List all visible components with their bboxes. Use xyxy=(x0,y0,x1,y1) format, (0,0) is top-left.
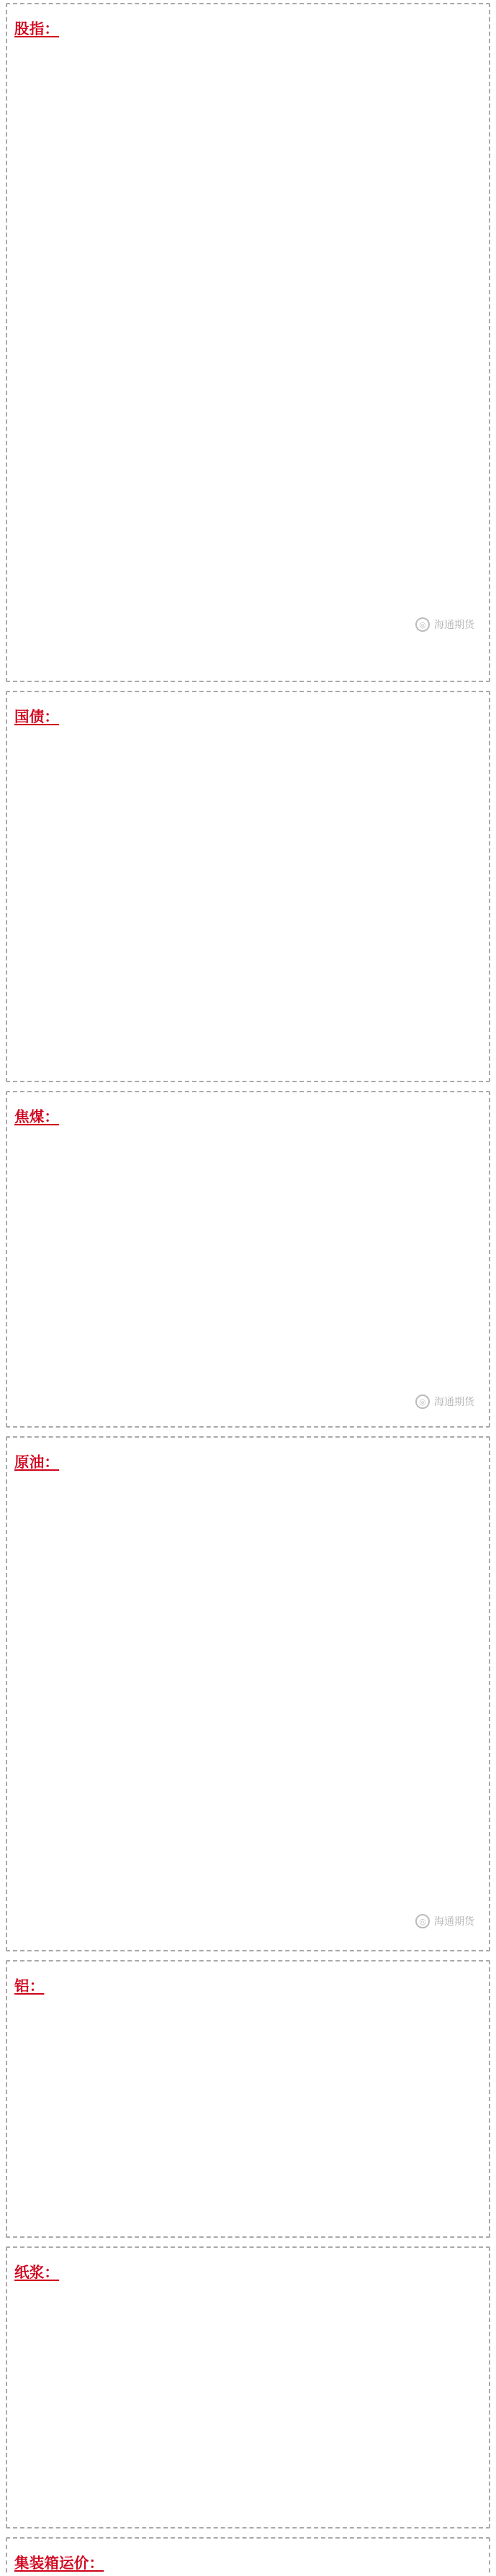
watermark-text: 海通期货 xyxy=(434,620,474,631)
section-label: 铝： xyxy=(14,1977,45,1995)
section-paragraph xyxy=(14,1972,482,2002)
watermark-text: 海通期货 xyxy=(434,1397,474,1408)
section-paragraph xyxy=(14,1448,482,1478)
watermark xyxy=(415,1394,474,1409)
section-label: 焦煤： xyxy=(14,1108,60,1125)
section-coking-coal xyxy=(6,1091,490,1428)
section-pulp xyxy=(6,2246,490,2529)
section-crude-oil xyxy=(6,1436,490,1951)
report-document xyxy=(6,3,490,2573)
watermark xyxy=(415,617,474,632)
watermark-text: 海通期货 xyxy=(434,1916,474,1928)
section-paragraph xyxy=(14,1102,482,1133)
watermark-logo-icon: ◎ xyxy=(415,1914,430,1928)
section-paragraph xyxy=(14,14,482,45)
section-paragraph xyxy=(14,2258,482,2288)
section-label: 纸浆： xyxy=(14,2264,60,2281)
watermark xyxy=(415,1914,474,1928)
section-container-freight xyxy=(6,2537,490,2573)
watermark-logo-icon: ◎ xyxy=(415,1394,430,1409)
watermark-logo-icon: ◎ xyxy=(415,617,430,632)
section-label: 集装箱运价： xyxy=(14,2554,104,2572)
section-paragraph xyxy=(14,702,482,733)
section-aluminum xyxy=(6,1960,490,2238)
section-label: 国债： xyxy=(14,708,60,725)
section-stock-index xyxy=(6,3,490,682)
section-treasury-bond xyxy=(6,691,490,1082)
section-label: 原油： xyxy=(14,1453,60,1471)
section-paragraph xyxy=(14,2549,482,2573)
section-label: 股指： xyxy=(14,20,60,37)
